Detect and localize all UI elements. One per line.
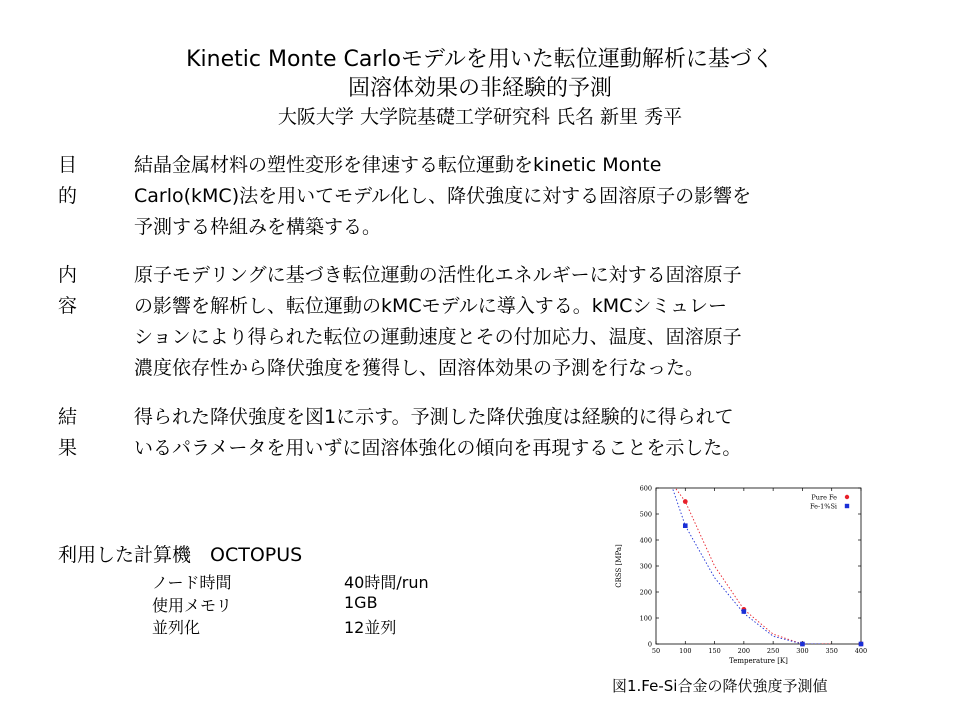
data-point bbox=[683, 499, 688, 504]
section-body bbox=[134, 260, 914, 384]
legend-label: Fe-1%Si bbox=[809, 502, 837, 511]
x-tick-label: 150 bbox=[708, 647, 721, 655]
x-tick-label: 300 bbox=[796, 647, 809, 655]
poster-title-line-1: Kinetic Monte Carloモデルを用いた転位運動解析に基づく bbox=[186, 47, 774, 72]
poster-title-line-2: 固溶体効果の非経験的予測 bbox=[347, 76, 612, 101]
data-point bbox=[859, 642, 864, 647]
computer-row-value: 1GB bbox=[344, 593, 378, 612]
body-line: 得られた降伏強度を図1に示す。予測した降伏強度は経験的に得られて bbox=[134, 406, 734, 428]
author-affiliation: 大阪大学 大学院基礎工学研究科 氏名 新里 秀平 bbox=[277, 106, 683, 128]
crss-chart bbox=[606, 478, 874, 670]
legend-label: Pure Fe bbox=[811, 493, 837, 502]
y-tick-label: 500 bbox=[639, 510, 652, 519]
x-tick-label: 350 bbox=[825, 647, 838, 655]
legend-marker bbox=[845, 504, 849, 508]
y-tick-label: 400 bbox=[639, 536, 652, 545]
y-axis-label: CRSS [MPa] bbox=[615, 544, 623, 588]
x-tick-label: 50 bbox=[651, 647, 661, 655]
computer-row-value: 40時間/run bbox=[344, 573, 429, 592]
x-axis-label: Temperature [K] bbox=[729, 657, 788, 665]
plot-frame bbox=[656, 488, 861, 644]
y-tick-label: 100 bbox=[639, 614, 652, 623]
computer-row-value: 12並列 bbox=[344, 618, 397, 637]
computer-row-key: 並列化 bbox=[152, 618, 201, 637]
body-line: いるパラメータを用いずに固溶体強化の傾向を再現することを示した。 bbox=[134, 437, 742, 459]
y-tick-label: 600 bbox=[639, 484, 652, 493]
body-line: 予測する枠組みを構築する。 bbox=[134, 216, 382, 238]
figure-caption: 図1.Fe-Si合金の降伏強度予測値 bbox=[612, 677, 828, 695]
x-tick-label: 250 bbox=[766, 647, 780, 655]
x-tick-label: 200 bbox=[737, 647, 751, 655]
body-line: 結晶金属材料の塑性変形を律速する転位運動をkinetic Monte bbox=[134, 154, 662, 176]
fit-curve-fe-1-si bbox=[671, 483, 820, 644]
computer-row-key: ノード時間 bbox=[152, 573, 232, 592]
data-point bbox=[742, 609, 747, 614]
legend-marker bbox=[845, 495, 849, 499]
x-tick-label: 400 bbox=[854, 647, 868, 655]
body-line: ションにより得られた転位の運動速度とその付加応力、温度、固溶原子 bbox=[134, 326, 742, 348]
section-heading: 結果 bbox=[58, 406, 78, 459]
section-heading: 内容 bbox=[58, 264, 78, 317]
data-point bbox=[800, 642, 805, 647]
computer-row-key: 使用メモリ bbox=[152, 596, 233, 615]
y-tick-label: 200 bbox=[639, 588, 652, 597]
section-body bbox=[134, 402, 914, 464]
section-heading: 目的 bbox=[58, 154, 78, 207]
section-body bbox=[134, 150, 914, 243]
computer-heading: 利用した計算機 OCTOPUS bbox=[58, 544, 303, 566]
y-tick-label: 0 bbox=[647, 640, 652, 649]
body-line: 原子モデリングに基づき転位運動の活性化エネルギーに対する固溶原子 bbox=[134, 264, 742, 286]
body-line: Carlo(kMC)法を用いてモデル化し、降伏強度に対する固溶原子の影響を bbox=[134, 185, 752, 207]
data-point bbox=[683, 523, 688, 528]
body-line: の影響を解析し、転位運動のkMCモデルに導入する。kMCシミュレー bbox=[134, 295, 727, 317]
fit-curve-pure-fe bbox=[668, 478, 832, 644]
x-tick-label: 100 bbox=[679, 647, 692, 655]
body-line: 濃度依存性から降伏強度を獲得し、固溶体効果の予測を行なった。 bbox=[134, 357, 705, 379]
y-tick-label: 300 bbox=[639, 562, 652, 571]
